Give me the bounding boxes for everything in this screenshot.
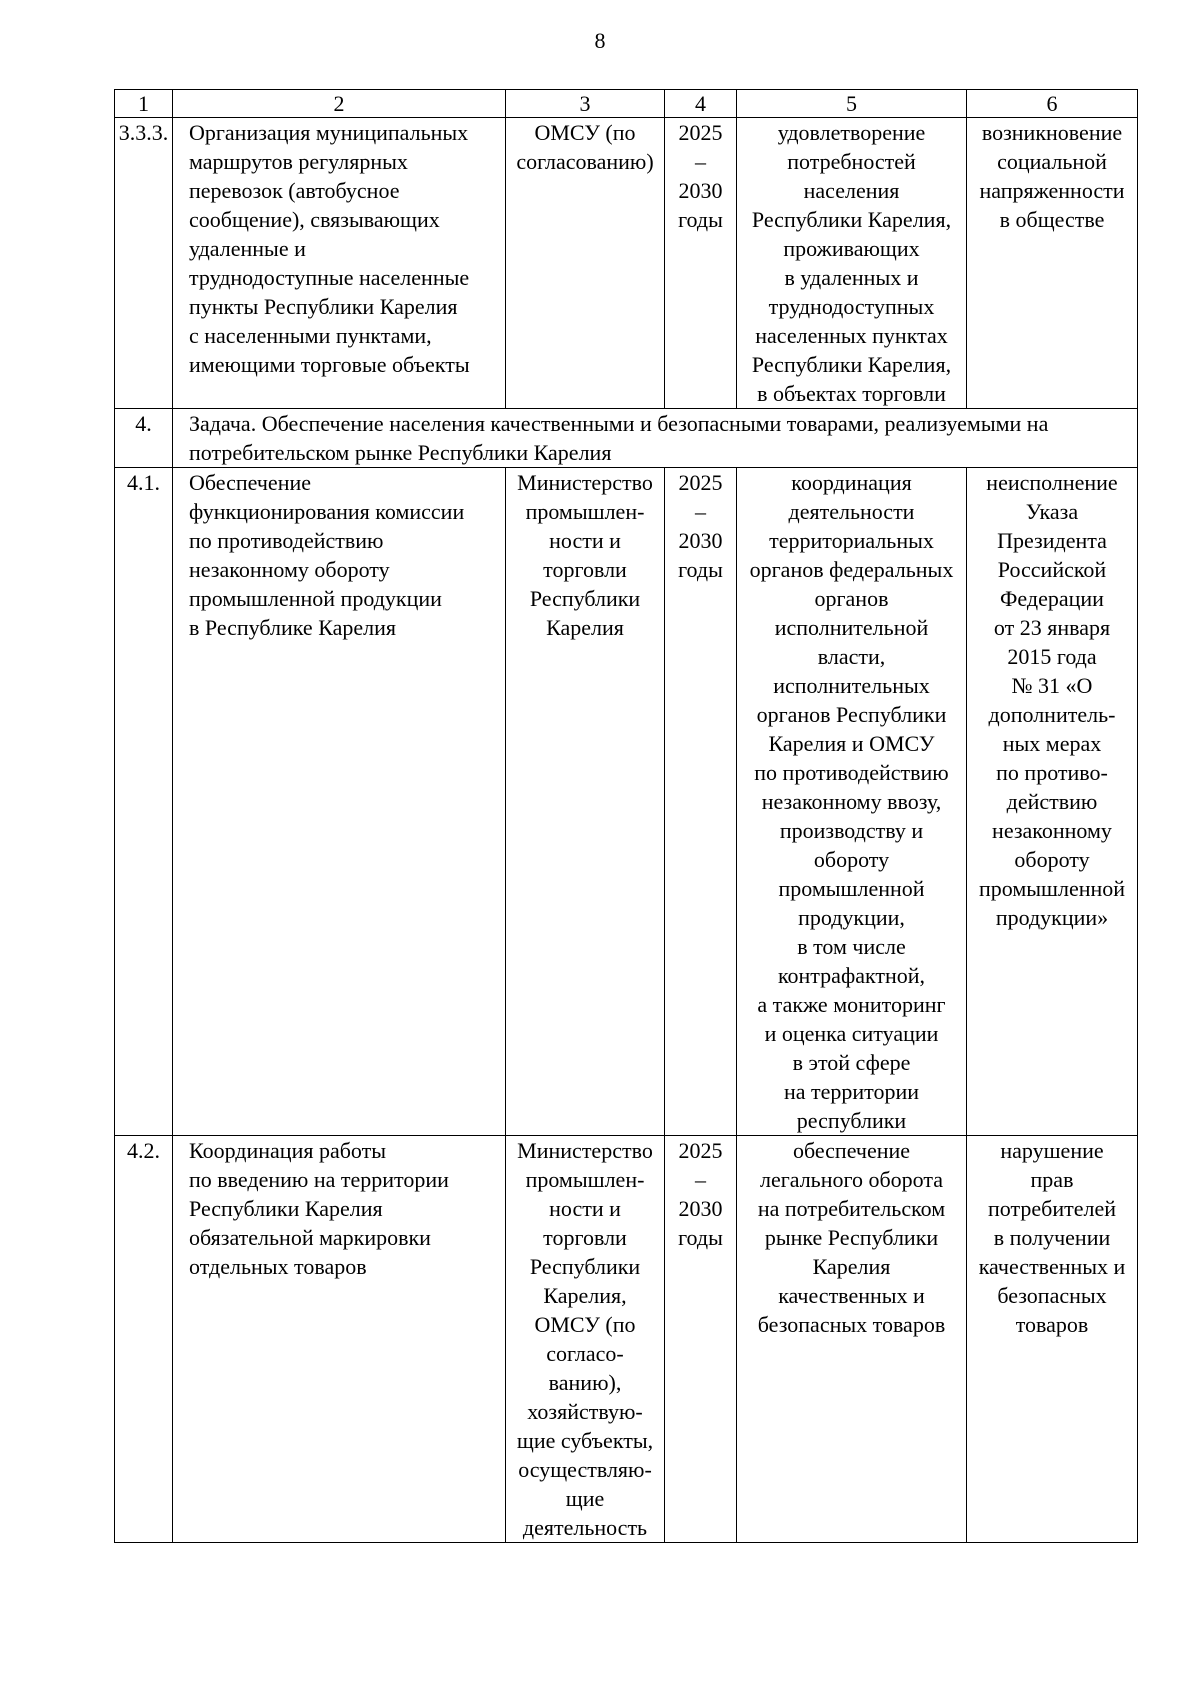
column-number-1: 1 [115,90,173,118]
table-row [115,118,1138,409]
item-number: 3.3.3. [115,118,173,409]
period: 2025 – 2030 годы [665,1136,737,1543]
column-number-6: 6 [967,90,1138,118]
measures-table [114,89,1138,1543]
task-number: 4. [115,409,173,468]
consequence: неисполнение Указа Президента Российской Федерации от 23 января 2015 года № 31 «О дополнитель- ных мерах по противо- действию незаконному обороту промышленной продукции» [967,468,1138,1136]
expected-result: координация деятельности территориальных органов федеральных органов исполнительной власти, исполнительных органов Республики Карелия и ОМСУ по противодействию незаконному ввозу, производству и обороту промышленной продукции, в том числе контрафактной, а также мониторинг и оценка ситуации в этой сфере на территории республики [737,468,967,1136]
table-row [115,1136,1138,1543]
executor: ОМСУ (по согласованию) [506,118,665,409]
period: 2025 – 2030 годы [665,118,737,409]
column-number-4: 4 [665,90,737,118]
consequence: возникновение социальной напряженности в обществе [967,118,1138,409]
executor: Министерство промышлен- ности и торговли Республики Карелия [506,468,665,1136]
page-number: 8 [594,28,606,53]
table-row [115,468,1138,1136]
expected-result: обеспечение легального оборота на потребительском рынке Республики Карелия качественных и безопасных товаров [737,1136,967,1543]
column-number-row [115,90,1138,118]
consequence: нарушение прав потребителей в получении качественных и безопасных товаров [967,1136,1138,1543]
executor: Министерство промышлен- ности и торговли Республики Карелия, ОМСУ (по согласо- ванию), хозяйствую- щие субъекты, осуществляю- щие деятельность [506,1136,665,1543]
event-name: Обеспечение функционирования комиссии по противодействию незаконному обороту промышленной продукции в Республике Карелия [173,468,506,1136]
column-number-2: 2 [173,90,506,118]
task-row [115,409,1138,468]
item-number: 4.2. [115,1136,173,1543]
event-name: Координация работы по введению на территории Республики Карелия обязательной маркировки отдельных товаров [173,1136,506,1543]
item-number: 4.1. [115,468,173,1136]
task-text: Задача. Обеспечение населения качественными и безопасными товарами, реализуемыми на потребительском рынке Республики Карелия [173,409,1138,468]
column-number-3: 3 [506,90,665,118]
event-name: Организация муниципальных маршрутов регулярных перевозок (автобусное сообщение), связывающих удаленные и труднодоступные населенные пункты Республики Карелия с населенными пунктами, имеющими торговые объекты [173,118,506,409]
expected-result: удовлетворение потребностей населения Республики Карелия, проживающих в удаленных и труднодоступных населенных пунктах Республики Карелия, в объектах торговли [737,118,967,409]
column-number-5: 5 [737,90,967,118]
period: 2025 – 2030 годы [665,468,737,1136]
